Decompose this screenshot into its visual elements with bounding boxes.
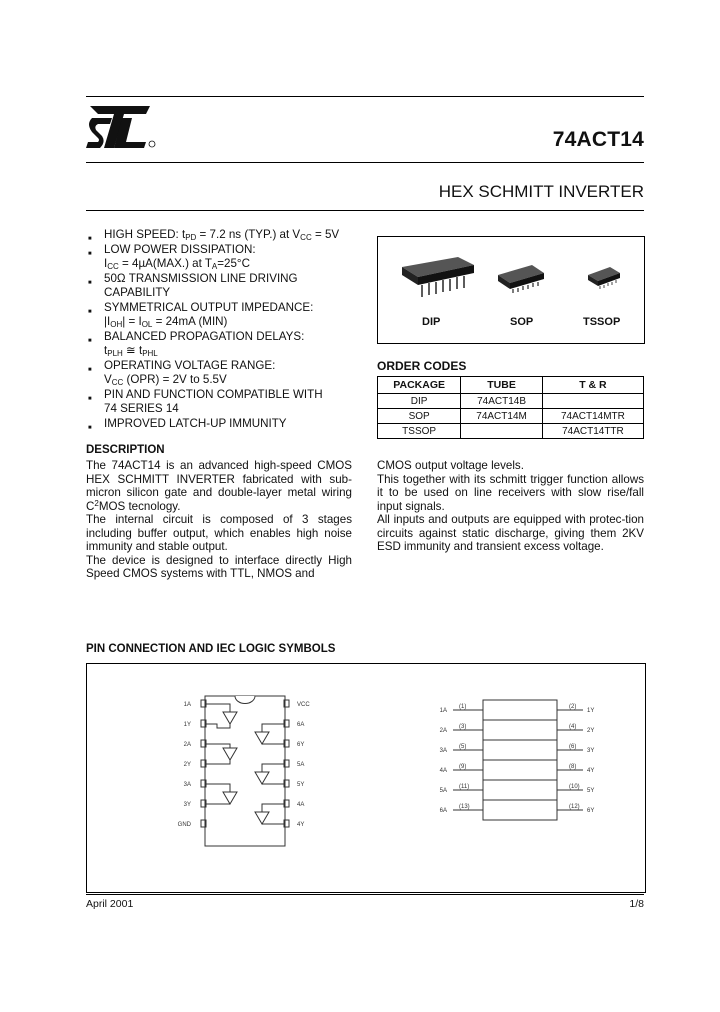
header-rule-bottom <box>86 210 644 211</box>
order-codes-title: ORDER CODES <box>377 359 467 373</box>
right-pin-label: 6A <box>297 722 305 728</box>
dip-package-image <box>398 253 478 303</box>
package-images-box <box>377 236 645 344</box>
description-paragraph: The 74ACT14 is an advanced high-speed CMOS HEX SCHMITT INVERTER fabricated with sub-micron silicon gate and double-layer metal wiring $C^2MOS$ tecnology. <box>86 459 352 513</box>
description-paragraph: The internal circuit is composed of 3 stages including buffer output, which enables high noise immunity and stable output. <box>86 513 352 553</box>
iec-input-pin: (3) <box>459 724 467 730</box>
left-pin-label: 2Y <box>183 762 191 768</box>
tssop-label: TSSOP <box>583 316 621 328</box>
left-pin-label: 1Y <box>183 722 191 728</box>
st-logo <box>86 104 156 150</box>
iec-input-label: 3A <box>439 748 447 754</box>
description-paragraph: All inputs and outputs are equipped with protec-tion circuits against static discharge, giving them 2KV ESD immunity and transient excess voltage. <box>377 513 644 553</box>
footer-date: April 2001 <box>86 898 134 910</box>
description-title: DESCRIPTION <box>86 444 165 456</box>
table-row: DIP 74ACT14B <box>378 394 644 409</box>
right-pin-label: 4A <box>297 802 305 808</box>
left-pin-label: 3A <box>183 782 191 788</box>
right-pin-label: VCC <box>297 702 310 708</box>
description-paragraph: This together with its schmitt trigger function allows it to be used on line receivers with slow rise/fall input signals. <box>377 472 644 513</box>
right-pin-label: 5A <box>297 762 305 768</box>
right-pin-label: 5Y <box>297 782 305 788</box>
iec-input-label: 5A <box>439 788 447 794</box>
feature-item: ■ SYMMETRICAL OUTPUT IMPEDANCE: $|I_{OH}| = I_{OL} = 24mA$ (MIN) <box>88 300 314 329</box>
iec-output-label: 1Y <box>587 708 595 714</box>
feature-item: ■ IMPROVED LATCH-UP IMMUNITY <box>88 416 287 431</box>
device-subtitle: HEX SCHMITT INVERTER <box>438 182 644 201</box>
iec-output-label: 3Y <box>587 748 595 754</box>
order-header-tr: T & R <box>542 377 643 394</box>
feature-item: ■ OPERATING VOLTAGE RANGE: $V_{CC}$ (OPR) = 2V to 5.5V <box>88 358 276 387</box>
iec-input-pin: (11) <box>459 784 470 790</box>
feature-item: ■ LOW POWER DISSIPATION: $I_{CC} = 4\mu A(MAX.)$ at $T_A=25^\circ C$ <box>88 242 256 271</box>
description-column-1 <box>86 459 352 581</box>
dip-label: DIP <box>422 316 441 328</box>
pin-connection-box <box>86 663 646 893</box>
iec-input-label: 6A <box>439 808 447 814</box>
iec-output-label: 4Y <box>587 768 595 774</box>
sop-package-image <box>494 261 548 297</box>
pin-connection-diagram <box>87 664 645 892</box>
iec-input-label: 4A <box>439 768 447 774</box>
iec-input-label: 2A <box>439 728 447 734</box>
right-pin-label: 4Y <box>297 822 305 828</box>
order-header-tube: TUBE <box>461 377 543 394</box>
tssop-package-image <box>584 263 624 293</box>
iec-input-label: 1A <box>439 708 447 714</box>
left-pin-label: GND <box>177 822 191 828</box>
feature-item: ■ HIGH SPEED: $t_{PD} = 7.2$ ns (TYP.) at $V_{CC} = 5V$ <box>88 228 340 242</box>
iec-output-label: 2Y <box>587 728 595 734</box>
iec-input-pin: (5) <box>459 744 467 750</box>
left-pin-label: 2A <box>183 742 191 748</box>
header-rule-top <box>86 96 644 97</box>
description-paragraph: The device is designed to interface directly High Speed CMOS systems with TTL, NMOS and <box>86 553 352 580</box>
table-row: TSSOP 74ACT14TTR <box>378 424 644 439</box>
right-pin-label: 6Y <box>297 742 305 748</box>
header-rule-mid <box>86 162 644 163</box>
iec-output-label: 6Y <box>587 808 595 814</box>
pin-connection-title: PIN CONNECTION AND IEC LOGIC SYMBOLS <box>86 643 336 655</box>
iec-input-pin: (1) <box>459 704 467 710</box>
description-column-2 <box>377 459 644 554</box>
order-codes-table <box>377 376 644 439</box>
iec-output-pin: (2) <box>569 704 577 710</box>
iec-output-pin: (8) <box>569 764 577 770</box>
iec-output-label: 5Y <box>587 788 595 794</box>
iec-input-pin: (13) <box>459 804 470 810</box>
feature-item: ■ 50Ω TRANSMISSION LINE DRIVING CAPABILITY <box>88 271 298 299</box>
iec-output-pin: (4) <box>569 724 577 730</box>
table-row: SOP 74ACT14M 74ACT14MTR <box>378 409 644 424</box>
footer-rule <box>86 894 644 895</box>
footer-page: 1/8 <box>629 898 644 910</box>
iec-output-pin: (6) <box>569 744 577 750</box>
sop-label: SOP <box>510 316 534 328</box>
iec-input-pin: (9) <box>459 764 467 770</box>
features-list <box>86 228 361 431</box>
part-number: 74ACT14 <box>552 128 644 151</box>
iec-output-pin: (12) <box>569 804 580 810</box>
description-paragraph: CMOS output voltage levels. <box>377 459 524 472</box>
order-header-package: PACKAGE <box>378 377 461 394</box>
feature-item: ■ PIN AND FUNCTION COMPATIBLE WITH 74 SERIES 14 <box>88 387 323 415</box>
left-pin-label: 3Y <box>183 802 191 808</box>
iec-output-pin: (10) <box>569 784 580 790</box>
feature-item: ■ BALANCED PROPAGATION DELAYS: $t_{PLH}$ ≅ $t_{PHL}$ <box>88 329 305 358</box>
left-pin-label: 1A <box>183 702 191 708</box>
